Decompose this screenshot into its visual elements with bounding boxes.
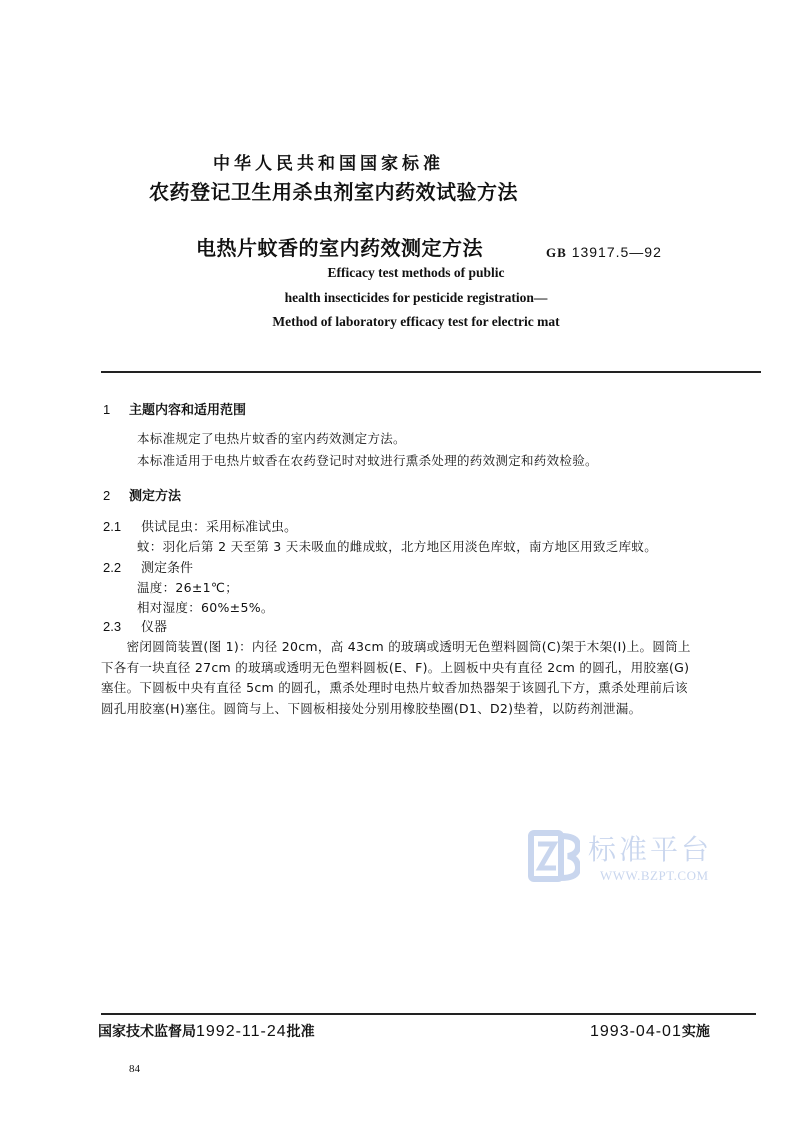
document-title-line-1: 农药登记卫生用杀虫剂室内药效试验方法 (149, 180, 518, 204)
approval-date: 1992-11-24 (196, 1023, 287, 1040)
subsection-2-3-body (101, 637, 741, 719)
section-1-heading (103, 399, 246, 418)
subsection-2-3-line-1: 密闭圆筒装置(图 1)：内径 20cm，高 43cm 的玻璃或透明无色塑料圆筒(C)架于木架(I)上。圆筒上 (101, 639, 691, 654)
approval-label: 批准 (286, 1024, 315, 1040)
subsection-title: 测定条件 (141, 561, 194, 576)
footer-divider (101, 1013, 756, 1015)
standard-code (546, 244, 662, 261)
standard-number: 13917.5—92 (571, 244, 662, 260)
watermark-url: WWW.BZPT.COM (600, 868, 709, 883)
section-title: 测定方法 (129, 489, 182, 504)
subsection-2-1-heading (103, 516, 297, 535)
subsection-number: 2.1 (103, 519, 122, 534)
national-standard-heading: 中华人民共和国国家标准 (213, 154, 444, 174)
english-title-line-2: health insecticides for pesticide registration— (284, 290, 548, 305)
subsection-title: 供试昆虫：采用标准试虫。 (141, 520, 298, 535)
subsection-title: 仪器 (141, 620, 168, 635)
watermark-title: 标准平台 (588, 833, 713, 866)
english-title-line-1: Efficacy test methods of public (327, 265, 505, 280)
english-title-line-3: Method of laboratory efficacy test for electric mat (272, 314, 560, 329)
effective-info (590, 1021, 710, 1041)
section-1-paragraph-2: 本标准适用于电热片蚊香在农药登记时对蚊进行熏杀处理的药效测定和药效检验。 (137, 453, 598, 468)
section-number: 2 (103, 488, 111, 503)
watermark (528, 830, 768, 890)
section-1-paragraph-1: 本标准规定了电热片蚊香的室内药效测定方法。 (137, 431, 406, 446)
header-divider (101, 371, 761, 373)
effective-date: 1993-04-01 (590, 1023, 682, 1040)
subsection-2-3-line-3: 塞住。下圆板中央有直径 5cm 的圆孔，熏杀处理时电热片蚊香加热器架于该圆孔下方，熏杀处理前后该 (101, 680, 688, 696)
section-number: 1 (103, 402, 111, 417)
subsection-2-3-line-2: 下各有一块直径 27cm 的玻璃或透明无色塑料圆板(E、F)。上圆板中央有直径 2cm 的圆孔，用胶塞(G) (101, 659, 690, 675)
subsection-2-3-heading (103, 616, 167, 635)
bzpt-logo-icon (528, 830, 580, 882)
approval-info (98, 1021, 315, 1041)
page-number: 84 (129, 1063, 140, 1075)
subsection-2-3-line-4: 圆孔用胶塞(H)塞住。圆筒与上、下圆板相接处分别用橡胶垫圈(D1、D2)垫着，以防药剂泄漏。 (101, 700, 642, 716)
effective-label: 实施 (681, 1024, 710, 1040)
section-2-heading (103, 485, 181, 504)
subsection-number: 2.2 (103, 560, 122, 575)
standard-prefix: GB (546, 245, 567, 260)
section-title: 主题内容和适用范围 (129, 403, 247, 418)
subsection-2-2-line-2: 相对湿度：60%±5%。 (137, 600, 274, 615)
issuer: 国家技术监督局 (98, 1024, 196, 1040)
document-title-line-2: 电热片蚊香的室内药效测定方法 (196, 236, 483, 260)
subsection-number: 2.3 (103, 619, 122, 634)
subsection-2-1-line-1: 蚊：羽化后第 2 天至第 3 天未吸血的雌成蚊，北方地区用淡色库蚊，南方地区用致乏库蚊。 (137, 539, 658, 554)
subsection-2-2-line-1: 温度：26±1℃； (137, 580, 239, 595)
subsection-2-2-heading (103, 557, 193, 576)
